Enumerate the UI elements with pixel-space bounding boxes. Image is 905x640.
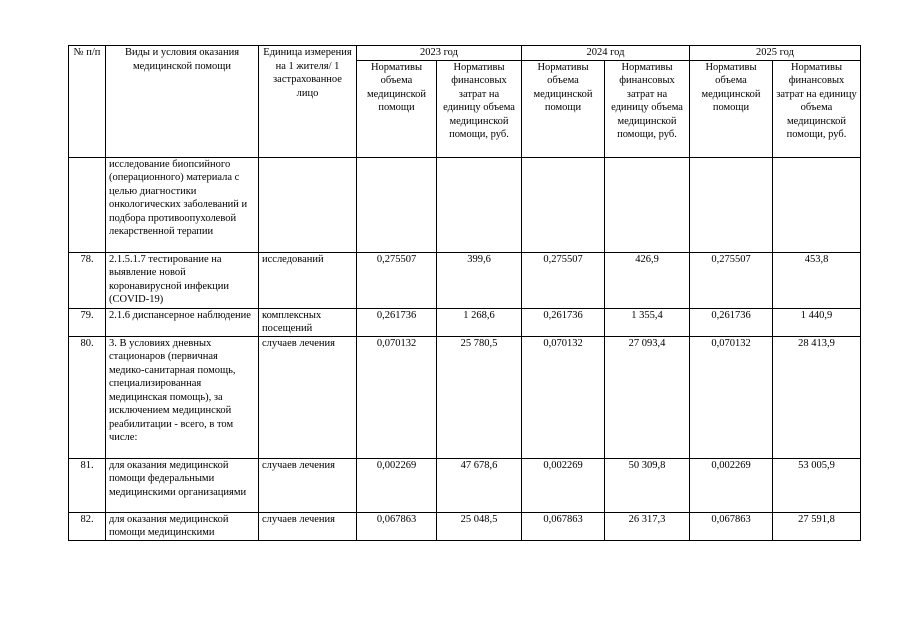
row-volume-2023: 0,261736	[357, 308, 437, 336]
row-volume-2025: 0,070132	[690, 336, 773, 458]
header-cost-2024: Нормативы финансовых затрат на единицу объема медицинской помощи, руб.	[605, 60, 690, 157]
header-year-2025: 2025 год	[690, 46, 861, 61]
header-unit: Единица измерения на 1 жителя/ 1 застрахованное лицо	[259, 46, 357, 158]
row-cost-2025: 27 591,8	[773, 512, 861, 540]
row-volume-2023	[357, 157, 437, 252]
row-cost-2025: 28 413,9	[773, 336, 861, 458]
row-volume-2025	[690, 157, 773, 252]
row-volume-2025: 0,275507	[690, 252, 773, 308]
row-volume-2025: 0,261736	[690, 308, 773, 336]
row-cost-2024: 27 093,4	[605, 336, 690, 458]
row-cost-2024: 1 355,4	[605, 308, 690, 336]
row-type: для оказания медицинской помощи федеральными медицинскими организациями	[106, 458, 259, 512]
row-cost-2024: 426,9	[605, 252, 690, 308]
row-num: 79.	[69, 308, 106, 336]
row-type: 2.1.5.1.7 тестирование на выявление новой коронавирусной инфекции (COVID-19)	[106, 252, 259, 308]
row-volume-2023: 0,070132	[357, 336, 437, 458]
table-row	[69, 157, 861, 252]
header-year-2024: 2024 год	[522, 46, 690, 61]
row-cost-2025: 1 440,9	[773, 308, 861, 336]
row-cost-2023: 1 268,6	[437, 308, 522, 336]
row-cost-2024	[605, 157, 690, 252]
row-cost-2024: 50 309,8	[605, 458, 690, 512]
row-volume-2024	[522, 157, 605, 252]
row-cost-2023: 25 048,5	[437, 512, 522, 540]
row-cost-2023: 47 678,6	[437, 458, 522, 512]
row-volume-2024: 0,067863	[522, 512, 605, 540]
row-type: 3. В условиях дневных стационаров (первичная медико-санитарная помощь, специализированная медицинская помощь), за исключением медицинской реабилитации - всего, в том числе:	[106, 336, 259, 458]
row-unit: случаев лечения	[259, 336, 357, 458]
row-cost-2023: 399,6	[437, 252, 522, 308]
row-volume-2023: 0,067863	[357, 512, 437, 540]
table-row	[69, 512, 861, 540]
row-volume-2024: 0,070132	[522, 336, 605, 458]
header-cost-2025: Нормативы финансовых затрат на единицу объема медицинской помощи, руб.	[773, 60, 861, 157]
row-cost-2023: 25 780,5	[437, 336, 522, 458]
row-num: 81.	[69, 458, 106, 512]
row-volume-2025: 0,067863	[690, 512, 773, 540]
header-year-2023: 2023 год	[357, 46, 522, 61]
row-type: исследование биопсийного (операционного) материала с целью диагностики онкологических заболеваний и подбора противоопухолевой лекарственной терапии	[106, 157, 259, 252]
header-volume-2023: Нормативы объема медицинской помощи	[357, 60, 437, 157]
row-type: 2.1.6 диспансерное наблюдение	[106, 308, 259, 336]
normatives-table	[68, 45, 861, 541]
row-volume-2024: 0,275507	[522, 252, 605, 308]
row-cost-2024: 26 317,3	[605, 512, 690, 540]
row-num	[69, 157, 106, 252]
row-cost-2025	[773, 157, 861, 252]
table-row	[69, 336, 861, 458]
table-row	[69, 308, 861, 336]
header-volume-2024: Нормативы объема медицинской помощи	[522, 60, 605, 157]
row-num: 82.	[69, 512, 106, 540]
row-cost-2025: 53 005,9	[773, 458, 861, 512]
row-num: 78.	[69, 252, 106, 308]
row-cost-2023	[437, 157, 522, 252]
row-unit: исследований	[259, 252, 357, 308]
row-volume-2025: 0,002269	[690, 458, 773, 512]
row-num: 80.	[69, 336, 106, 458]
row-unit: комплексных посещений	[259, 308, 357, 336]
row-cost-2025: 453,8	[773, 252, 861, 308]
table-row	[69, 252, 861, 308]
header-cost-2023: Нормативы финансовых затрат на единицу объема медицинской помощи, руб.	[437, 60, 522, 157]
row-volume-2024: 0,002269	[522, 458, 605, 512]
row-type: для оказания медицинской помощи медицинскими	[106, 512, 259, 540]
row-volume-2023: 0,002269	[357, 458, 437, 512]
row-unit: случаев лечения	[259, 512, 357, 540]
header-type: Виды и условия оказания медицинской помощи	[106, 46, 259, 158]
header-num: № п/п	[69, 46, 106, 158]
table-row	[69, 458, 861, 512]
row-volume-2024: 0,261736	[522, 308, 605, 336]
row-unit	[259, 157, 357, 252]
row-unit: случаев лечения	[259, 458, 357, 512]
row-volume-2023: 0,275507	[357, 252, 437, 308]
header-volume-2025: Нормативы объема медицинской помощи	[690, 60, 773, 157]
